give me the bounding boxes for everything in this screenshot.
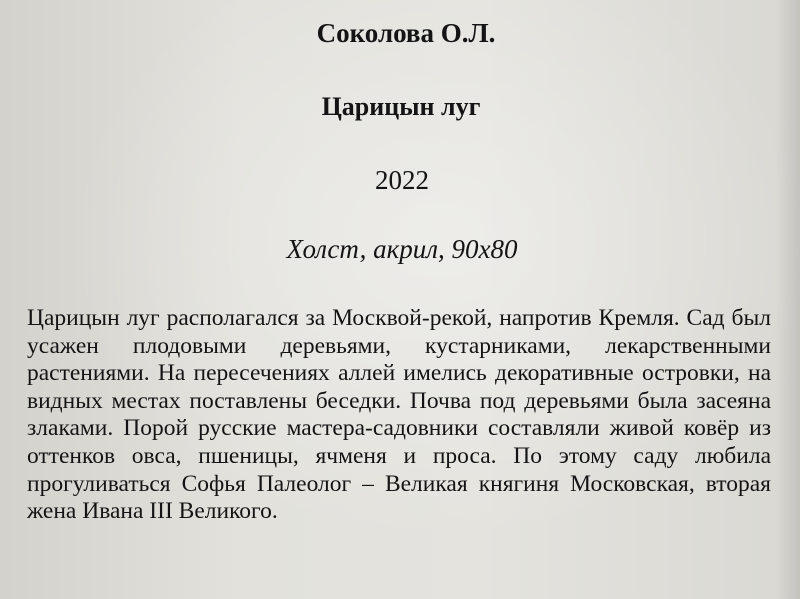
author-name: Соколова О.Л. bbox=[316, 18, 496, 48]
artwork-title: Царицын луг bbox=[321, 92, 481, 121]
paper-fold-shadow bbox=[775, 0, 800, 599]
artwork-medium: Холст, акрил, 90х80 bbox=[286, 234, 518, 264]
artwork-year: 2022 bbox=[375, 165, 429, 195]
artwork-description: Царицын луг располагался за Москвой-рекой, напротив Кремля. Сад был усажен плодовыми деревьями, кустарниками, лекарственными растениями. На пересечениях аллей имелись декоративные островки, на видных местах поставлены беседки. Почва под деревьями была засеяна злаками. Порой русские мастера-садовники составляли живой ковёр из оттенков овса, пшеницы, ячменя и проса. По этому саду любила прогуливаться Софья Палеолог – Великая княгиня Московская, вторая жена Ивана III Великого. bbox=[27, 305, 771, 525]
